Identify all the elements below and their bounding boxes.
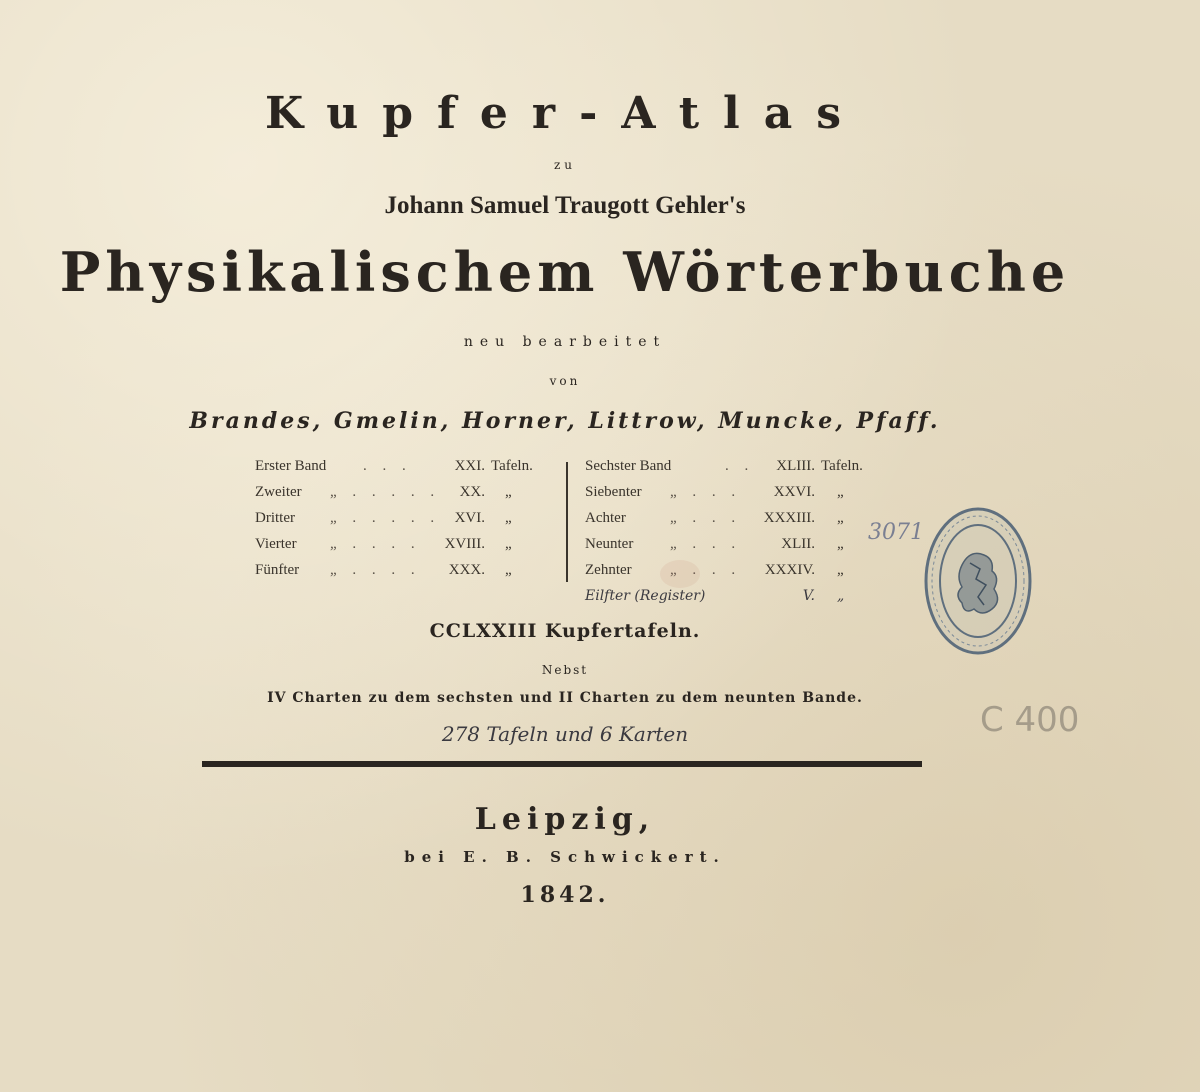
volume-list-right (585, 458, 885, 608)
volume-unit: Tafeln. (821, 458, 863, 474)
volume-count: XX. (459, 484, 485, 500)
zu-text: zu (553, 158, 577, 172)
volume-unit: Tafeln. (491, 458, 533, 474)
volume-count: XVIII. (444, 536, 485, 552)
horizontal-rule (202, 761, 922, 767)
von-text: von (549, 374, 581, 388)
volume-name: Zweiter (255, 484, 302, 500)
page-title: Kupfer-Atlas (264, 88, 866, 139)
volume-unit: „ (505, 562, 512, 578)
volume-dots: . . . (363, 458, 412, 474)
volume-dots: „ . . . . . (330, 484, 441, 500)
volume-unit: „ (837, 510, 844, 526)
volume-count: XLIII. (776, 458, 815, 474)
volume-name: Dritter (255, 510, 295, 526)
volume-name: Siebenter (585, 484, 642, 500)
volume-count: XLII. (781, 536, 815, 552)
volume-dots: „ . . . (670, 510, 742, 526)
volume-count: V. (802, 588, 815, 604)
subtitle: Physikalischem Wörterbuche (59, 240, 1071, 304)
volume-unit: „ (505, 536, 512, 552)
handwritten-total: 278 Tafeln und 6 Karten (441, 722, 689, 746)
volume-dots: „ . . . . (330, 562, 421, 578)
volume-name: Eilfter (Register) (585, 588, 706, 604)
volume-unit: „ (837, 588, 845, 604)
volume-dots: „ . . . (670, 562, 742, 578)
city: Leipzig, (474, 802, 656, 837)
volume-count: XXVI. (773, 484, 815, 500)
volume-name: Neunter (585, 536, 634, 552)
volume-unit: „ (837, 536, 844, 552)
stamp-number: 3071 (868, 520, 924, 545)
volume-unit: „ (837, 484, 844, 500)
year: 1842. (520, 882, 610, 908)
charten-line: IV Charten zu dem sechsten und II Charten zu dem neunten Bande. (267, 690, 863, 706)
author-line: Johann Samuel Traugott Gehler's (384, 192, 746, 219)
library-stamp-icon (922, 505, 1034, 657)
volume-list-left (255, 458, 555, 588)
total-plates: CCLXXIII Kupfertafeln. (429, 620, 701, 642)
volume-dots: „ . . . . (330, 536, 421, 552)
volume-dots: „ . . . . . (330, 510, 441, 526)
volume-dots: . . (725, 458, 755, 474)
volume-count: XXXIII. (763, 510, 815, 526)
volume-count: XXI. (454, 458, 485, 474)
volume-name: Zehnter (585, 562, 632, 578)
volume-unit: „ (837, 562, 844, 578)
volume-count: XXXIV. (764, 562, 815, 578)
shelfmark: C 400 (980, 700, 1080, 740)
volume-dots: „ . . . (670, 536, 742, 552)
volume-unit: „ (505, 484, 512, 500)
editors-line: Brandes, Gmelin, Horner, Littrow, Muncke, Pfaff. (189, 408, 941, 434)
volume-divider (566, 462, 568, 582)
volume-name: Erster Band (255, 458, 327, 474)
volume-name: Vierter (255, 536, 297, 552)
publisher: bei E. B. Schwickert. (404, 848, 726, 866)
volume-name: Achter (585, 510, 626, 526)
neu-bearbeitet-text: neu bearbeitet (463, 334, 667, 350)
volume-name: Sechster Band (585, 458, 672, 474)
volume-dots: „ . . . (670, 484, 742, 500)
volume-count: XVI. (454, 510, 485, 526)
paper-stain (660, 560, 700, 588)
volume-count: XXX. (448, 562, 485, 578)
nebst-text: Nebst (541, 663, 589, 677)
volume-name: Fünfter (255, 562, 300, 578)
volume-unit: „ (505, 510, 512, 526)
